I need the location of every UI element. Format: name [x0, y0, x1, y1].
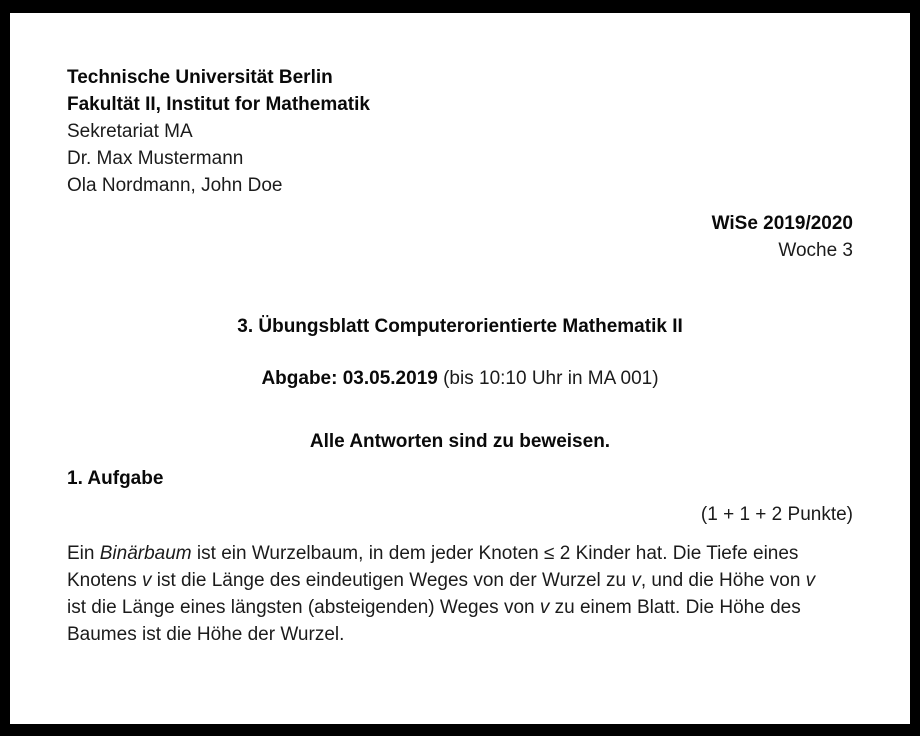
week-label: Woche 3	[778, 240, 853, 261]
term-binaerbaum: Binärbaum	[99, 543, 192, 564]
exercise-text-line-1: Ein Binärbaum ist ein Wurzelbaum, in dem jeder Knoten ≤ 2 Kinder hat. Die Tiefe eines	[67, 543, 799, 564]
sender-line-assistants: Ola Nordmann, John Doe	[67, 175, 283, 196]
sender-line-faculty: Fakultät II, Institut for Mathematik	[67, 94, 370, 115]
var-v: v	[142, 570, 152, 591]
exercise-text	[67, 540, 853, 648]
semester-block	[67, 210, 853, 264]
var-v: v	[539, 597, 550, 618]
due-line	[67, 365, 853, 392]
sender-line-university: Technische Universität Berlin	[67, 67, 333, 88]
due-details: (bis 10:10 Uhr in MA 001)	[437, 368, 659, 389]
var-v: v	[805, 570, 816, 591]
semester-label: WiSe 2019/2020	[711, 213, 853, 234]
sender-line-office: Sekretariat MA	[67, 121, 193, 142]
sheet-title: 3. Übungsblatt Computerorientierte Mathematik II	[237, 316, 683, 337]
sender-line-lecturer: Dr. Max Mustermann	[67, 148, 244, 169]
points-label: (1 + 1 + 2 Punkte)	[700, 504, 853, 525]
exercise-heading: 1. Aufgabe	[67, 468, 164, 489]
exercise-text-line-2: Knotens v ist die Länge des eindeutigen Weges von der Wurzel zu v, und die Höhe von v	[67, 570, 816, 591]
exercise-text-line-4: Baumes ist die Höhe der Wurzel.	[67, 624, 345, 645]
sender-block	[67, 64, 853, 199]
notice-line: Alle Antworten sind zu beweisen.	[309, 431, 611, 452]
var-v: v	[631, 570, 641, 591]
document-page	[10, 13, 910, 724]
exercise-text-line-3: ist die Länge eines längsten (absteigenden) Weges von v zu einem Blatt. Die Höhe des	[67, 597, 801, 618]
due-date: Abgabe: 03.05.2019	[261, 368, 438, 389]
